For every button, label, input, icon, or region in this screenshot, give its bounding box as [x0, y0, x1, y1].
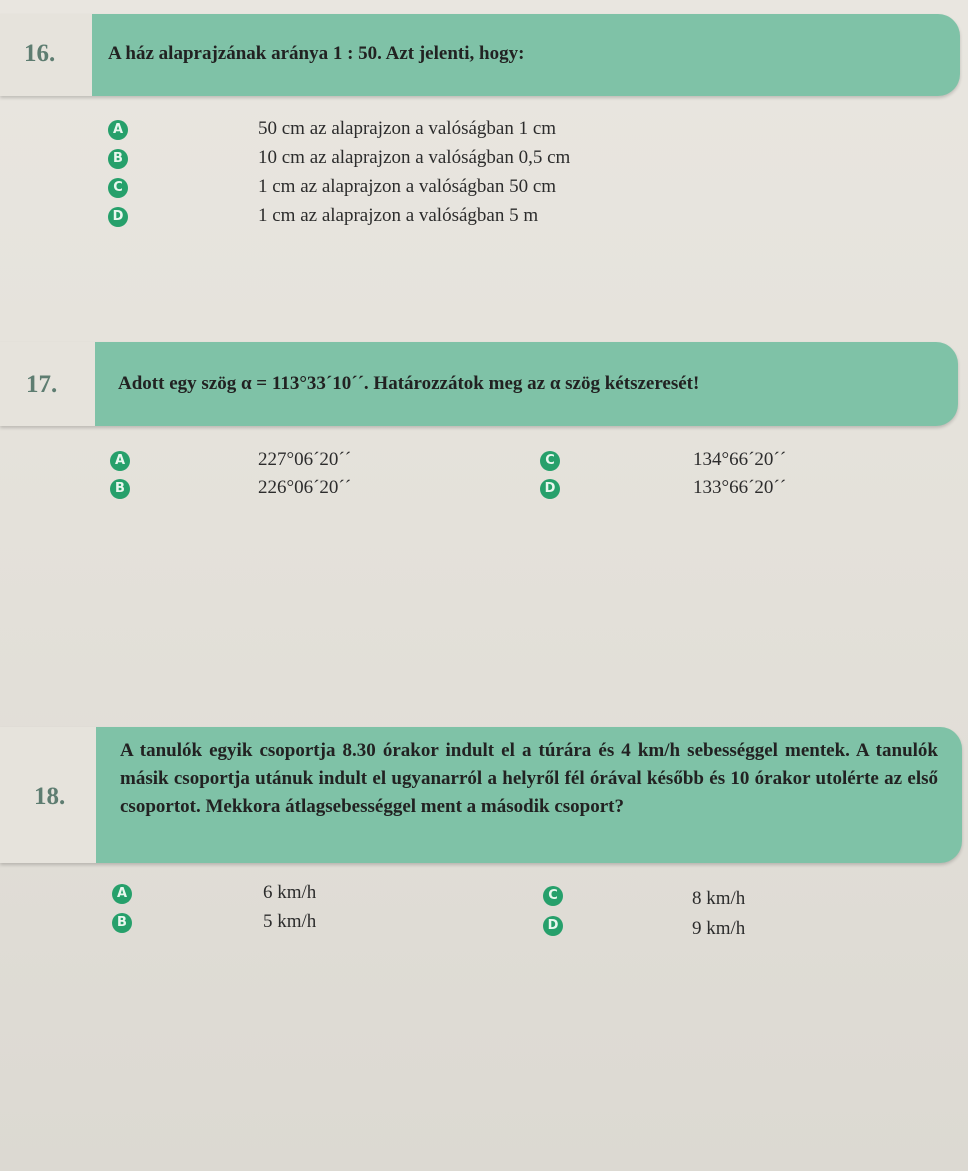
question-18-text: A tanulók egyik csoportja 8.30 órakor indult el a túrára és 4 km/h sebességgel mentek. A tanulók másik csoportja utánuk indult el ugyanarról a helyről fél órával később és 10 órakor utolérte az első csoportot. Mekkora átlagsebességgel ment a második csoport?	[120, 740, 938, 817]
option-b-text: 10 cm az alaprajzon a valóságban 0,5 cm	[258, 147, 571, 168]
option-b-badge-icon: B	[112, 913, 132, 933]
option-b-badge-icon: B	[108, 149, 128, 169]
option-b-badge-icon: B	[110, 479, 130, 499]
option-a-text: 6 km/h	[263, 882, 317, 903]
option-d-text: 133°66´20´´	[693, 477, 787, 498]
option-a-badge-icon: A	[110, 451, 130, 471]
option-b-text: 5 km/h	[263, 911, 317, 932]
option-c-badge-icon: C	[540, 451, 560, 471]
question-18-number: 18.	[34, 783, 66, 810]
question-16-number: 16.	[24, 40, 56, 67]
option-a-text: 227°06´20´´	[258, 449, 352, 470]
option-d-badge-icon: D	[540, 479, 560, 499]
question-17-number: 17.	[26, 371, 58, 398]
option-b-text: 226°06´20´´	[258, 477, 352, 498]
option-a-badge-icon: A	[108, 120, 128, 140]
option-a-badge-icon: A	[112, 884, 132, 904]
option-c-text: 8 km/h	[692, 888, 746, 909]
option-a-text: 50 cm az alaprajzon a valóságban 1 cm	[258, 118, 557, 139]
option-d-badge-icon: D	[543, 916, 563, 936]
question-17-text: Adott egy szög α = 113°33´10´´. Határozzátok meg az α szög kétszeresét!	[118, 373, 700, 394]
option-c-text: 1 cm az alaprajzon a valóságban 50 cm	[258, 176, 557, 197]
option-d-badge-icon: D	[108, 207, 128, 227]
option-c-badge-icon: C	[543, 886, 563, 906]
question-16-text: A ház alaprajzának aránya 1 : 50. Azt jelenti, hogy:	[108, 43, 525, 64]
option-c-text: 134°66´20´´	[693, 449, 787, 470]
option-d-text: 9 km/h	[692, 918, 746, 939]
option-c-badge-icon: C	[108, 178, 128, 198]
option-d-text: 1 cm az alaprajzon a valóságban 5 m	[258, 205, 539, 226]
